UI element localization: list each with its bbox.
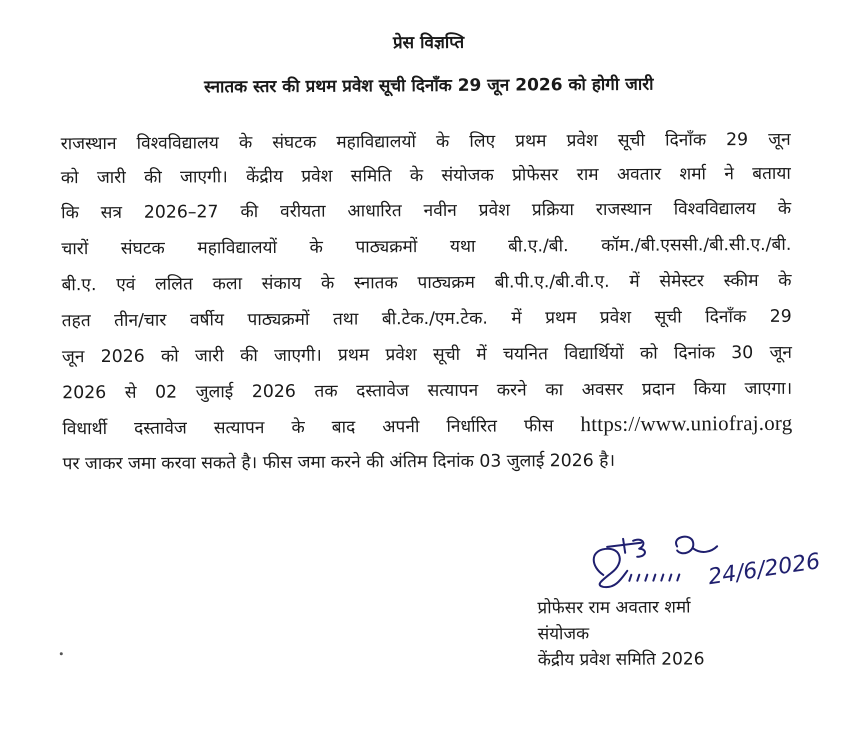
body-line-1: राजस्थान विश्वविद्यालय के संघटक महाविद्यालयों के लिए प्रथम प्रवेश सूची दिनाँक 29 जून [60,129,791,155]
body-line-2: को जारी की जाएगी। केंद्रीय प्रवेश समिति के संयोजक प्रोफेसर राम अवतार शर्मा ने बताया [60,163,791,189]
handwritten-signature [581,525,851,599]
press-release-heading: प्रेस विज्ञप्ति [392,32,465,54]
signature-date: 24/6/2026 [706,549,822,591]
stray-mark [60,652,63,655]
body-line-6: तहत तीन/चार वर्षीय पाठ्यक्रमों तथा बी.टेक./एम.टेक. में प्रथम प्रवेश सूची दिनाँक 29 [61,306,792,332]
body-line-10: पर जाकर जमा करवा सकते है। फीस जमा करने की अंतिम दिनांक 03 जुलाई 2026 है। [62,450,616,475]
signatory-role: संयोजक [537,624,590,645]
press-release-title: स्नातक स्तर की प्रथम प्रवेश सूची दिनाँक 29 जून 2026 को होगी जारी [204,74,654,98]
university-url-link[interactable]: https://www.uniofraj.org [580,410,793,437]
body-line-3: कि सत्र 2026–27 की वरीयता आधारित नवीन प्रवेश प्रक्रिया राजस्थान विश्वविद्यालय के [61,198,792,224]
body-line-4: चारों संघटक महाविद्यालयों के पाठ्यक्रमों यथा बी.ए./बी. कॉम./बी.एससी./बी.सी.ए./बी. [61,234,792,260]
signatory-committee: केंद्रीय प्रवेश समिति 2026 [537,649,705,671]
body-line-5: बी.ए. एवं ललित कला संकाय के स्नातक पाठ्यक्रम बी.पी.ए./बी.वी.ए. में सेमेस्टर स्कीम के [61,270,792,296]
body-line-9 [62,412,792,440]
body-line-8: 2026 से 02 जुलाई 2026 तक दस्तावेज सत्यापन करने का अवसर प्रदान किया जाएगा। [62,378,793,404]
body-line-7: जून 2026 को जारी की जाएगी। प्रथम प्रवेश सूची में चयनित विद्यार्थियों को दिनांक 30 जून [61,342,793,368]
signatory-name: प्रोफेसर राम अवतार शर्मा [537,597,691,619]
signatory-block [537,594,704,673]
fee-instruction-text: विधार्थी दस्तावेज सत्यापन के बाद अपनी निर्धारित फीस [62,416,554,440]
